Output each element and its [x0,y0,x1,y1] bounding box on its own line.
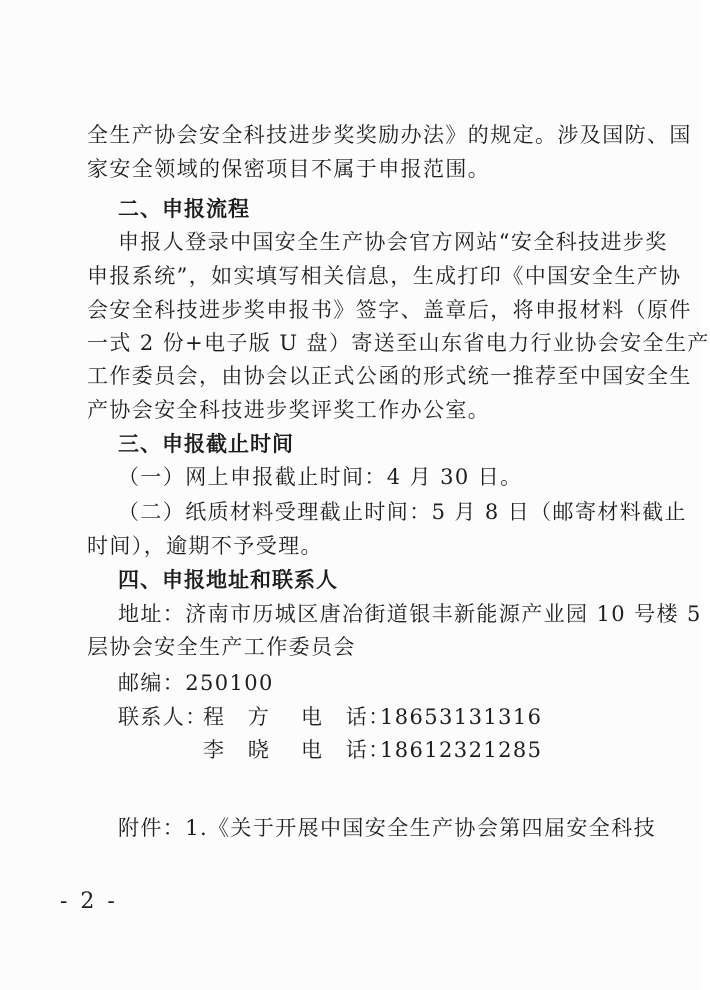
body-text-line: 全生产协会安全科技进步奖奖励办法》的规定。涉及国防、国 [87,123,692,147]
body-text-line: 家安全领域的保密项目不属于申报范围。 [87,157,491,181]
body-text-line: 申报系统”，如实填写相关信息，生成打印《中国安全生产协 [87,264,682,288]
body-text-line: 时间），逾期不予受理。 [87,534,323,558]
body-text-line: 会安全科技进步奖申报书》签字、盖章后，将申报材料（原件 [87,298,692,322]
section-heading: 三、申报截止时间 [118,432,294,456]
section-heading: 四、申报地址和联系人 [118,568,338,592]
contact-label: 联系人： [118,705,208,729]
phone-number: 18653131316 [380,705,543,729]
body-text-line: 一式 2 份+电子版 U 盘）寄送至山东省电力行业协会安全生产 [87,331,710,355]
address-line: 地址：济南市历城区唐冶街道银丰新能源产业园 10 号楼 5 [118,602,702,626]
page-number: - 2 - [60,889,118,914]
list-item: （一）网上申报截止时间：4 月 30 日。 [118,465,523,489]
phone-number: 18612321285 [380,738,543,762]
section-heading: 二、申报流程 [118,197,250,221]
attachment-line: 附件：1.《关于开展中国安全生产协会第四届安全科技 [118,816,657,840]
postcode: 邮编：250100 [118,671,274,695]
body-text-line: 申报人登录中国安全生产协会官方网站“安全科技进步奖 [118,230,668,254]
address-line: 层协会安全生产工作委员会 [87,635,356,659]
contact-name: 李 晓 [203,738,271,762]
contact-name: 程 方 [203,705,271,729]
body-text-line: 产协会安全科技进步奖评奖工作办公室。 [87,398,491,422]
phone-label: 电 话： [301,738,391,762]
list-item: （二）纸质材料受理截止时间：5 月 8 日（邮寄材料截止 [118,500,687,524]
phone-label: 电 话： [301,705,391,729]
body-text-line: 工作委员会，由协会以正式公函的形式统一推荐至中国安全生 [87,364,692,388]
